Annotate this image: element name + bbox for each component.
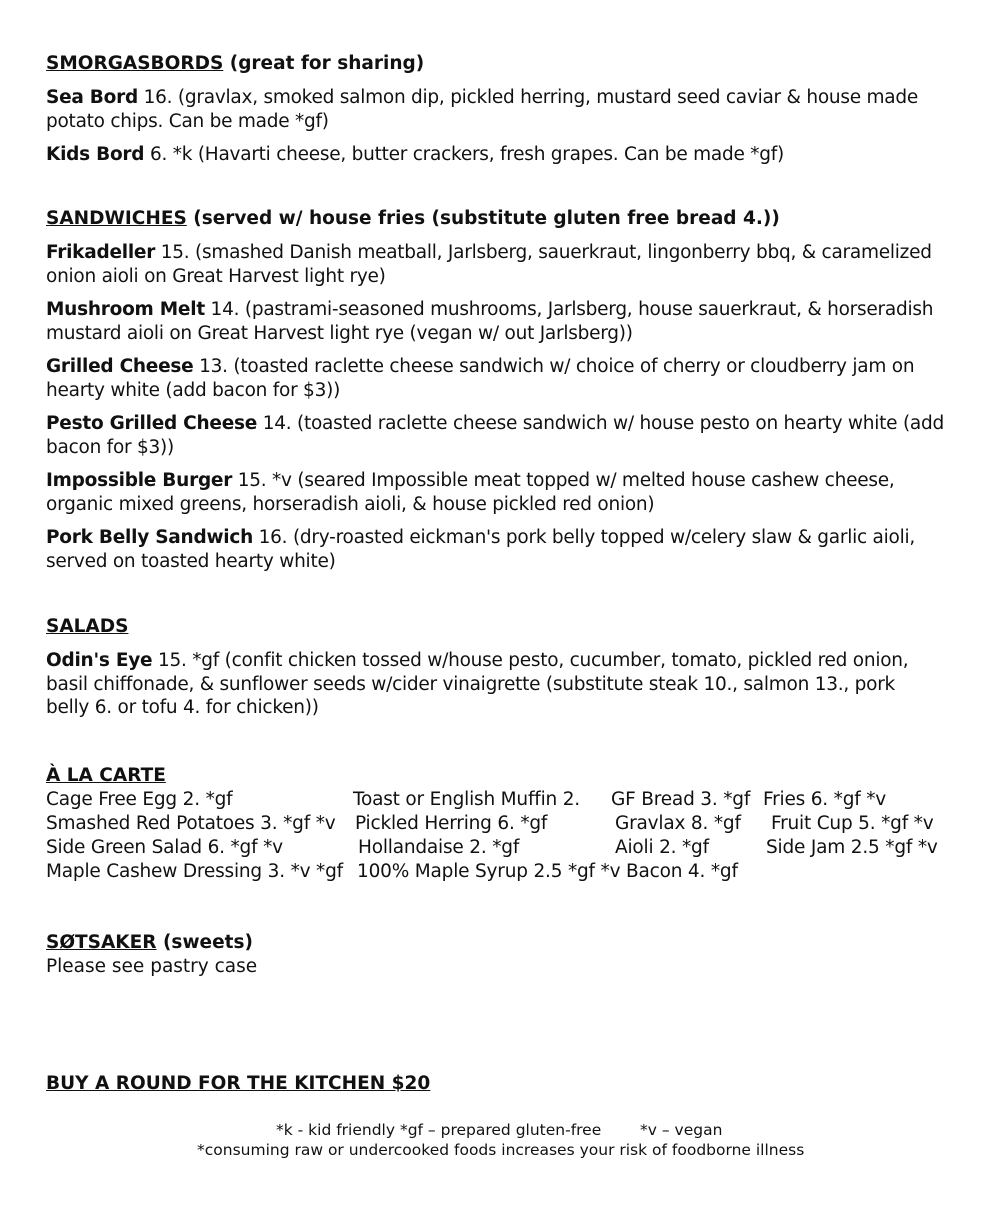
kitchen-round-section	[46, 1072, 966, 1096]
item-name: Grilled Cheese	[46, 356, 194, 377]
item-description: 14. (pastrami-seasoned mushrooms, Jarlsberg, house sauerkraut, & horseradish mustard aioli on Great Harvest light rye (vegan w/ out Jarlsberg))	[46, 299, 934, 344]
a-la-carte-title: À LA CARTE	[46, 765, 166, 786]
a-la-carte-item: Side Jam 2.5 *gf *v	[766, 837, 938, 858]
item-description: 16. (dry-roasted eickman's pork belly topped w/celery slaw & garlic aioli, served on toasted hearty white)	[46, 527, 915, 572]
item-description: 15. *v (seared Impossible meat topped w/ melted house cashew cheese, organic mixed greens, horseradish aioli, & house pickled red onion)	[46, 470, 895, 515]
footer-legend: *k - kid friendly *gf – prepared gluten-free	[276, 1121, 602, 1139]
a-la-carte-item: Gravlax 8. *gf	[615, 813, 741, 834]
smorgasbords-subtitle: (great for sharing)	[223, 53, 425, 74]
salads-heading	[46, 615, 966, 639]
item-description: 14. (toasted raclette cheese sandwich w/ house pesto on hearty white (add bacon for $3))	[46, 413, 944, 458]
footer-legend-vegan: *v – vegan	[640, 1121, 723, 1139]
sandwiches-title: SANDWICHES	[46, 208, 187, 229]
sandwiches-subtitle: (served w/ house fries (substitute gluten free bread 4.))	[186, 208, 780, 229]
item-description: 15. *gf (confit chicken tossed w/house pesto, cucumber, tomato, pickled red onion, basil chiffonade, & sunflower seeds w/cider vinaigrette (substitute steak 10., salmon 13., pork belly 6. or tofu 4. for chicken))	[46, 650, 909, 718]
menu-item	[46, 526, 966, 573]
sandwiches-section	[46, 207, 966, 583]
salads-section	[46, 615, 966, 730]
item-description: 16. (gravlax, smoked salmon dip, pickled herring, mustard seed caviar & house made potato chips. Can be made *gf)	[46, 87, 919, 132]
item-description: 15. (smashed Danish meatball, Jarlsberg, sauerkraut, lingonberry bbq, & caramelized onion aioli on Great Harvest light rye)	[46, 242, 932, 287]
a-la-carte-item: Side Green Salad 6. *gf *v	[46, 837, 283, 858]
a-la-carte-item: Cage Free Egg 2. *gf	[46, 789, 233, 810]
item-name: Odin's Eye	[46, 650, 153, 671]
smorgasbords-section	[46, 52, 966, 177]
smorgasbords-heading	[46, 52, 966, 76]
menu-item	[46, 86, 966, 133]
a-la-carte-item: Smashed Red Potatoes 3. *gf *v	[46, 813, 336, 834]
a-la-carte-item: Fruit Cup 5. *gf *v	[771, 813, 934, 834]
a-la-carte-item: 100% Maple Syrup 2.5 *gf *v	[357, 861, 621, 882]
a-la-carte-item: Fries 6. *gf *v	[763, 789, 887, 810]
menu-item	[46, 355, 966, 402]
menu-item	[46, 241, 966, 288]
item-name: Pork Belly Sandwich	[46, 527, 254, 548]
menu-item	[46, 649, 926, 720]
menu-item	[46, 143, 966, 167]
sotsaker-heading	[46, 931, 966, 955]
a-la-carte-item: Hollandaise 2. *gf	[358, 837, 520, 858]
a-la-carte-item: GF Bread 3. *gf	[611, 789, 751, 810]
a-la-carte-item: Maple Cashew Dressing 3. *v *gf	[46, 861, 343, 882]
footer-warning: *consuming raw or undercooked foods increases your risk of foodborne illness	[197, 1141, 805, 1159]
salads-title: SALADS	[46, 616, 129, 637]
menu-item	[46, 412, 966, 459]
item-description: 13. (toasted raclette cheese sandwich w/ choice of cherry or cloudberry jam on hearty white (add bacon for $3))	[46, 356, 915, 401]
a-la-carte-item: Toast or English Muffin 2.	[353, 789, 580, 810]
item-name: Mushroom Melt	[46, 299, 205, 320]
a-la-carte-heading	[46, 764, 966, 788]
sotsaker-text: Please see pastry case	[46, 956, 258, 977]
sotsaker-section	[46, 931, 966, 979]
item-description: 6. *k (Havarti cheese, butter crackers, fresh grapes. Can be made *gf)	[144, 144, 784, 165]
a-la-carte-item: Pickled Herring 6. *gf	[355, 813, 548, 834]
item-name: Sea Bord	[46, 87, 138, 108]
menu-item	[46, 469, 966, 516]
item-name: Frikadeller	[46, 242, 156, 263]
a-la-carte-section	[46, 764, 966, 788]
a-la-carte-item: Aioli 2. *gf	[615, 837, 709, 858]
sandwiches-heading	[46, 207, 966, 231]
smorgasbords-title: SMORGASBORDS	[46, 53, 224, 74]
item-name: Pesto Grilled Cheese	[46, 413, 258, 434]
kitchen-round-heading	[46, 1072, 966, 1096]
sotsaker-subtitle: (sweets)	[156, 932, 253, 953]
menu-item	[46, 298, 966, 345]
sotsaker-title: SØTSAKER	[46, 932, 157, 953]
a-la-carte-item: Bacon 4. *gf	[626, 861, 738, 882]
kitchen-round-title: BUY A ROUND FOR THE KITCHEN $20	[46, 1073, 431, 1094]
item-name: Impossible Burger	[46, 470, 233, 491]
item-name: Kids Bord	[46, 144, 145, 165]
